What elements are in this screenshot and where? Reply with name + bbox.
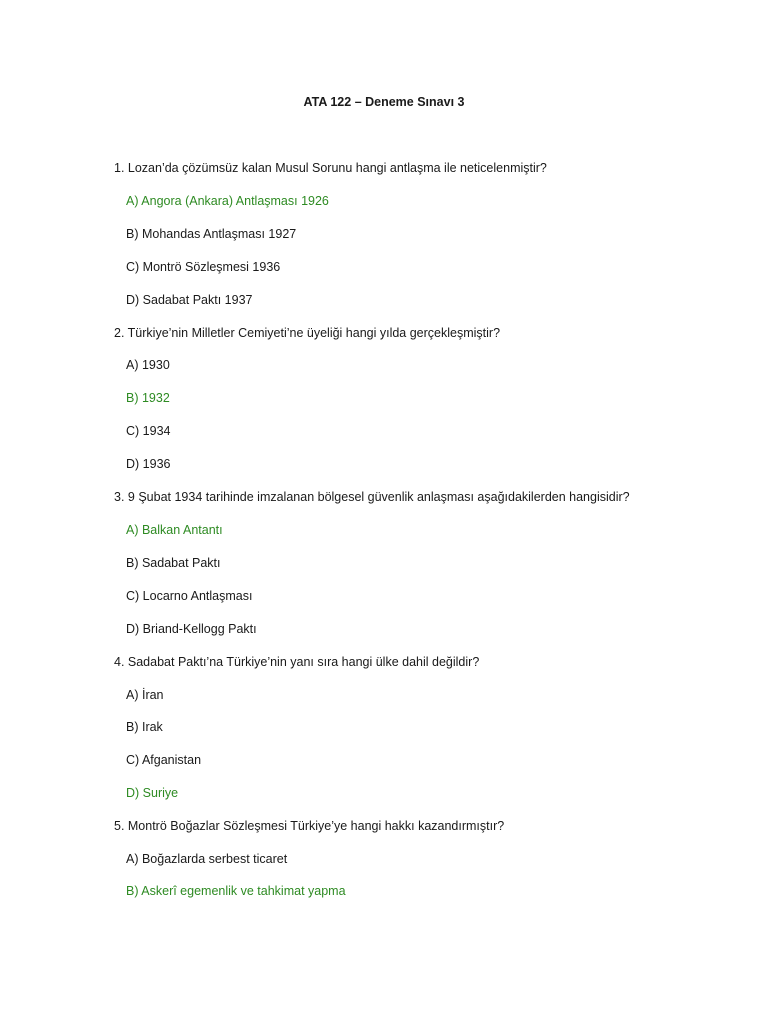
- question-1-option-c: C) Montrö Sözleşmesi 1936: [126, 260, 281, 274]
- question-2: 2. Türkiye’nin Milletler Cemiyeti’ne üyeliği hangi yılda gerçekleşmiştir?: [114, 326, 501, 340]
- document-title: ATA 122 – Deneme Sınavı 3: [303, 95, 465, 109]
- question-5: 5. Montrö Boğazlar Sözleşmesi Türkiye’ye hangi hakkı kazandırmıştır?: [114, 819, 505, 833]
- question-4-option-c: C) Afganistan: [126, 753, 202, 767]
- question-1-option-b: B) Mohandas Antlaşması 1927: [126, 227, 297, 241]
- question-5-option-b: B) Askerî egemenlik ve tahkimat yapma: [126, 884, 346, 898]
- question-4-option-a: A) İran: [126, 688, 164, 702]
- question-3-option-c: C) Locarno Antlaşması: [126, 589, 253, 603]
- question-2-option-b: B) 1932: [126, 391, 170, 405]
- question-1-option-a: A) Angora (Ankara) Antlaşması 1926: [126, 194, 329, 208]
- question-5-option-a: A) Boğazlarda serbest ticaret: [126, 852, 288, 866]
- question-2-option-d: D) 1936: [126, 457, 171, 471]
- question-3-option-a: A) Balkan Antantı: [126, 523, 223, 537]
- question-4: 4. Sadabat Paktı’na Türkiye’nin yanı sıra hangi ülke dahil değildir?: [114, 655, 480, 669]
- question-3: 3. 9 Şubat 1934 tarihinde imzalanan bölgesel güvenlik anlaşması aşağıdakilerden hangisidir?: [114, 490, 630, 504]
- question-3-option-b: B) Sadabat Paktı: [126, 556, 221, 570]
- question-4-option-d: D) Suriye: [126, 786, 179, 800]
- question-4-option-b: B) Irak: [126, 720, 163, 734]
- question-3-option-d: D) Briand-Kellogg Paktı: [126, 622, 257, 636]
- question-1: 1. Lozan’da çözümsüz kalan Musul Sorunu hangi antlaşma ile neticelenmiştir?: [114, 161, 547, 175]
- question-2-option-a: A) 1930: [126, 358, 170, 372]
- question-2-option-c: C) 1934: [126, 424, 171, 438]
- question-1-option-d: D) Sadabat Paktı 1937: [126, 293, 253, 307]
